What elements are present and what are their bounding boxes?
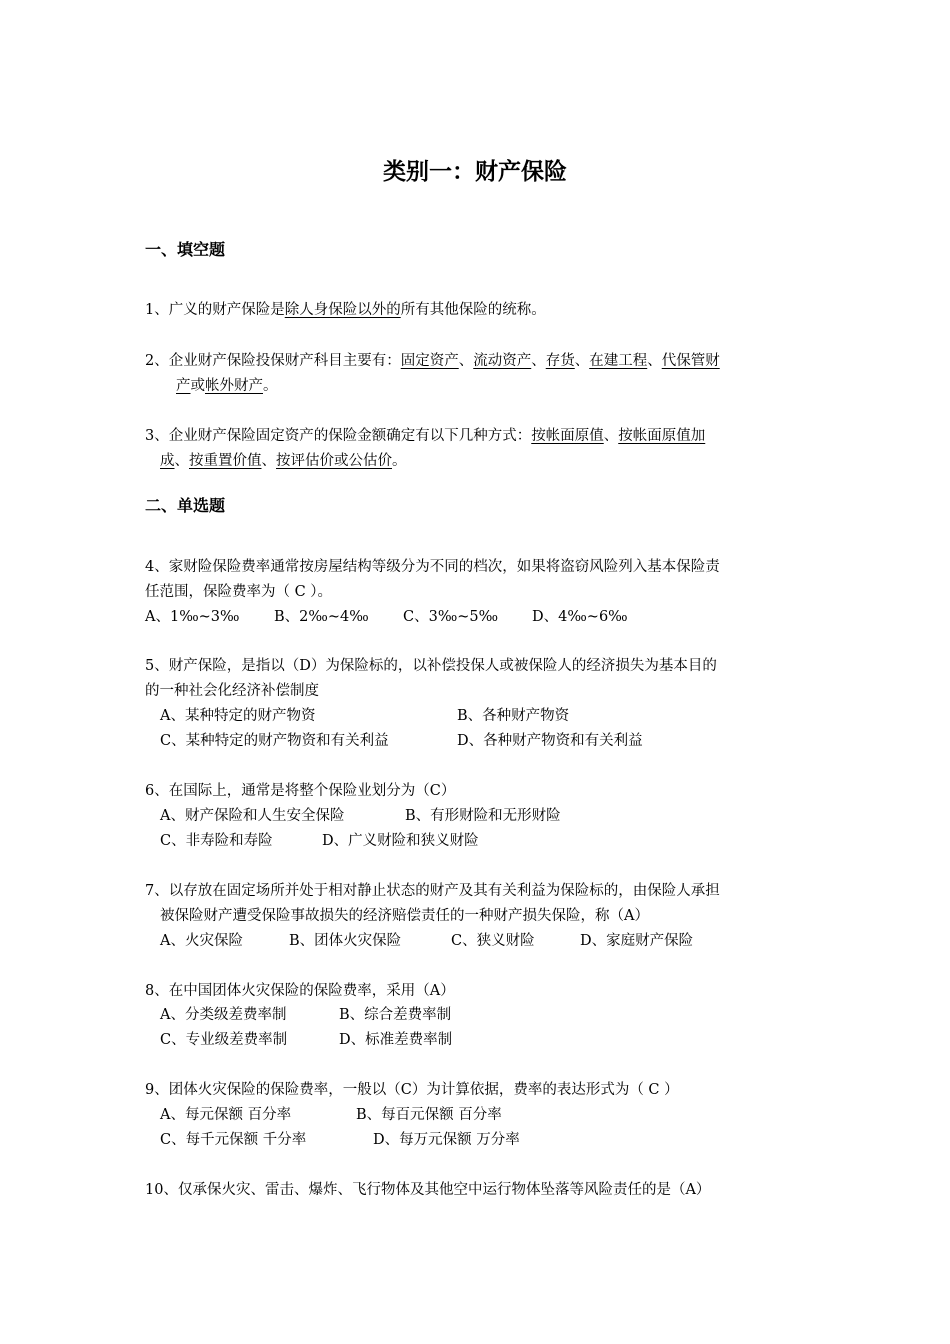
question-9-line-1: 9、团体火灾保险的保险费率，一般以（C）为计算依据，费率的表达形式为（ C ） xyxy=(145,1082,679,1098)
option-c: C、某种特定的财产物资和有关利益 xyxy=(160,733,389,749)
option-a: A、每元保额 百分率 xyxy=(160,1107,292,1123)
option-b: B、有形财险和无形财险 xyxy=(405,808,561,824)
question-8-line-1: 8、在中国团体火灾保险的保险费率，采用（A） xyxy=(145,983,455,999)
option-b: B、综合差费率制 xyxy=(339,1007,452,1023)
answer-blank: 除人身保险以外的 xyxy=(284,302,401,318)
option-c: C、狭义财险 xyxy=(451,933,535,949)
separator: 、 xyxy=(574,353,590,369)
answer-blank: 在建工程 xyxy=(589,353,648,369)
answer-blank: 按帐面原值加 xyxy=(618,428,706,444)
answer-blank: 按重置价值 xyxy=(189,453,262,469)
separator: 、 xyxy=(603,428,619,444)
question-10-line-1: 10、仅承保火灾、雷击、爆炸、飞行物体及其他空中运行物体坠落等风险责任的是（A） xyxy=(145,1182,711,1198)
option-a: A、分类级差费率制 xyxy=(160,1007,287,1023)
option-d: D、家庭财产保险 xyxy=(580,933,694,949)
question-7-line-1: 7、以存放在固定场所并处于相对静止状态的财产及其有关利益为保险标的，由保险人承担 xyxy=(145,883,720,899)
option-c: C、非寿险和寿险 xyxy=(160,833,273,849)
question-7-line-2: 被保险财产遭受保险事故损失的经济赔偿责任的一种财产损失保险，称（A） xyxy=(160,908,649,924)
question-text: 所有其他保险的统称。 xyxy=(400,302,546,318)
separator: 、 xyxy=(174,453,189,469)
separator: 、 xyxy=(458,353,474,369)
question-text: 。 xyxy=(392,453,407,469)
separator: 、 xyxy=(261,453,276,469)
option-b: B、各种财产物资 xyxy=(457,708,570,724)
section-heading-single-choice: 二、单选题 xyxy=(145,496,226,515)
question-text: 。 xyxy=(263,378,278,394)
answer-blank: 存货 xyxy=(545,353,575,369)
question-6-line-1: 6、在国际上，通常是将整个保险业划分为（C） xyxy=(145,783,456,799)
question-text: 3、企业财产保险固定资产的保险金额确定有以下几种方式： xyxy=(145,428,532,444)
question-2-line-2 xyxy=(176,374,278,398)
answer-blank: 按帐面原值 xyxy=(531,428,604,444)
question-4-line-2: 任范围，保险费率为（ C ）。 xyxy=(145,584,333,600)
answer-blank: 成 xyxy=(160,453,175,469)
option-c: C、专业级差费率制 xyxy=(160,1032,288,1048)
question-2-line-1 xyxy=(145,349,720,373)
question-5-line-1: 5、财产保险，是指以（D）为保险标的，以补偿投保人或被保险人的经济损失为基本目的 xyxy=(145,658,717,674)
option-b: B、团体火灾保险 xyxy=(289,933,402,949)
answer-blank: 代保管财 xyxy=(661,353,720,369)
question-text: 2、企业财产保险投保财产科目主要有： xyxy=(145,353,401,369)
section-heading-fill-in: 一、填空题 xyxy=(145,240,226,259)
answer-blank: 流动资产 xyxy=(473,353,532,369)
option-b: B、每百元保额 百分率 xyxy=(356,1107,502,1123)
option-c: C、3‰~5‰ xyxy=(403,609,499,625)
option-b: B、2‰~4‰ xyxy=(274,609,369,625)
option-d: D、标准差费率制 xyxy=(339,1032,453,1048)
option-d: D、广义财险和狭义财险 xyxy=(322,833,479,849)
answer-blank: 帐外财产 xyxy=(205,378,263,394)
option-a: A、火灾保险 xyxy=(160,933,243,949)
separator: 、 xyxy=(531,353,546,369)
question-text: 1、广义的财产保险是 xyxy=(145,302,285,318)
option-d: D、每万元保额 万分率 xyxy=(373,1132,520,1148)
option-c: C、每千元保额 千分率 xyxy=(160,1132,307,1148)
question-3-line-2 xyxy=(160,449,407,473)
question-1 xyxy=(145,298,546,322)
question-text: 或 xyxy=(190,378,205,394)
answer-blank: 固定资产 xyxy=(400,353,459,369)
question-3-line-1 xyxy=(145,424,705,448)
answer-blank: 按评估价或公估价 xyxy=(276,453,392,469)
separator: 、 xyxy=(647,353,662,369)
option-a: A、某种特定的财产物资 xyxy=(160,708,316,724)
option-d: D、4‰~6‰ xyxy=(532,609,628,625)
answer-blank: 产 xyxy=(176,378,191,394)
option-a: A、1‰~3‰ xyxy=(145,609,240,625)
question-5-line-2: 的一种社会化经济补偿制度 xyxy=(145,683,319,699)
option-a: A、财产保险和人生安全保险 xyxy=(160,808,345,824)
question-4-line-1: 4、家财险保险费率通常按房屋结构等级分为不同的档次，如果将盗窃风险列入基本保险责 xyxy=(145,559,720,575)
option-d: D、各种财产物资和有关利益 xyxy=(457,733,643,749)
page-title: 类别一：财产保险 xyxy=(383,159,567,185)
